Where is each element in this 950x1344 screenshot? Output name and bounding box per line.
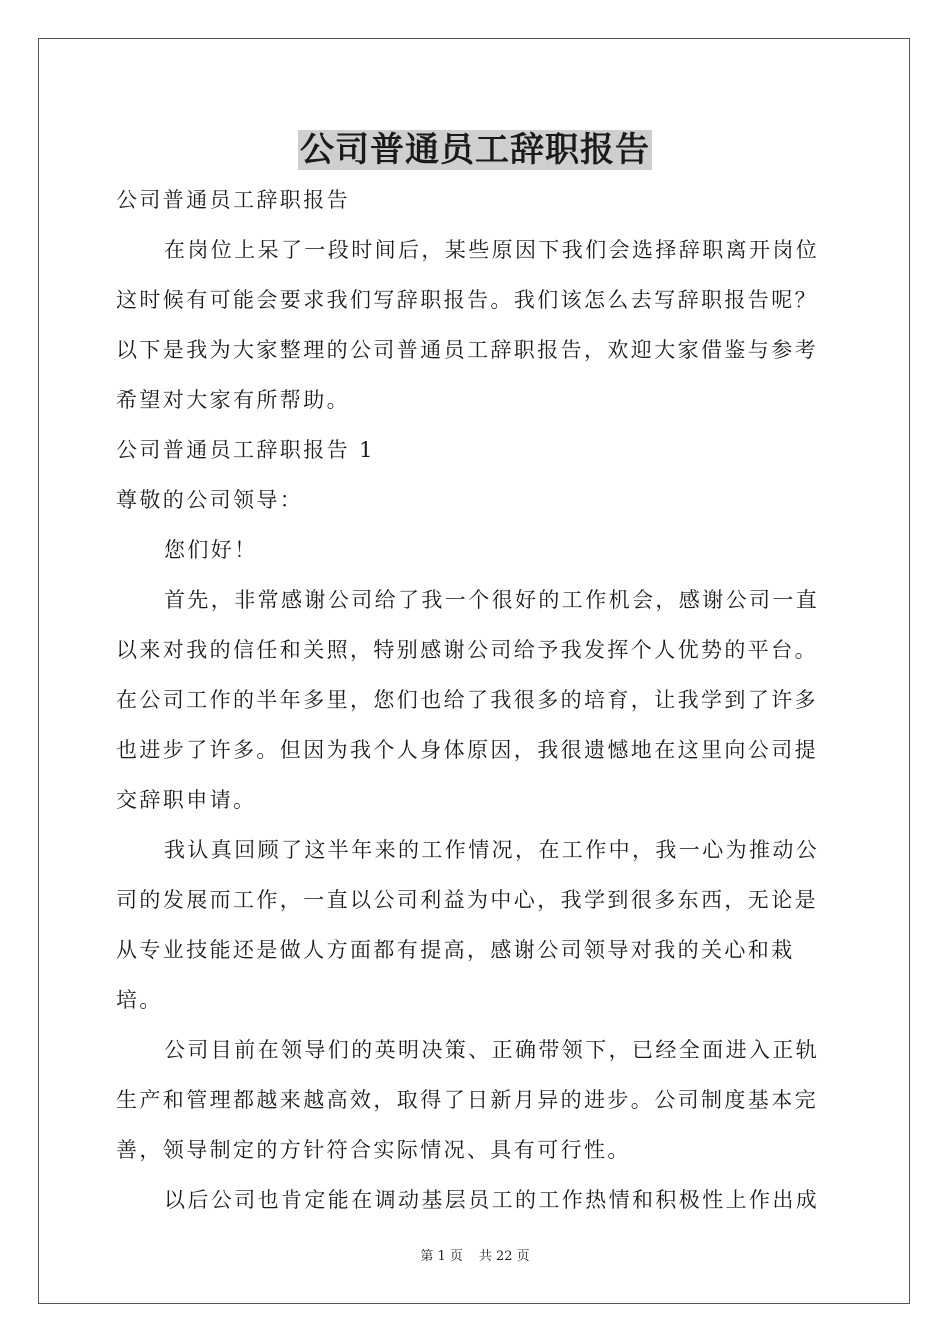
paragraph-section-title: 公司普通员工辞职报告 1 [116,438,375,462]
page-number: 第 1 页 [420,1249,463,1264]
paragraph-body-1: 首先，非常感谢公司给了我一个很好的工作机会，感谢公司一直以来对我的信任和关照，特别感谢公司给予我发挥个人优势的平台。在公司工作的半年多里，您们也给了我很多的培育，让我学到了许多也进步了许多。但因为我个人身体原因，我很遗憾地在这里向公司提交辞职申请。 [116,588,820,812]
paragraph-intro: 在岗位上呆了一段时间后，某些原因下我们会选择辞职离开岗位这时候有可能会要求我们写辞职报告。我们该怎么去写辞职报告呢？以下是我为大家整理的公司普通员工辞职报告，欢迎大家借鉴与参考希望对大家有所帮助。 [116,238,820,412]
page-total: 共 22 页 [478,1249,530,1264]
paragraph-salutation: 尊敬的公司领导： [116,488,304,512]
paragraph-body-2: 我认真回顾了这半年来的工作情况，在工作中，我一心为推动公司的发展而工作，一直以公司利益为中心，我学到很多东西，无论是从专业技能还是做人方面都有提高，感谢公司领导对我的关心和栽培。 [116,838,820,1012]
paragraph-greeting: 您们好！ [164,538,258,562]
paragraph-body-4: 以后公司也肯定能在调动基层员工的工作热情和积极性上作出成 [164,1188,820,1212]
document-title-text: 公司普通员工辞职报告 [300,130,650,170]
document-body [116,175,838,1225]
page-footer [0,1248,950,1266]
document-title [0,126,950,174]
paragraph-body-3: 公司目前在领导们的英明决策、正确带领下，已经全面进入正轨生产和管理都越来越高效，取得了日新月异的进步。公司制度基本完善，领导制定的方针符合实际情况、具有可行性。 [116,1038,820,1162]
paragraph-heading: 公司普通员工辞职报告 [116,188,350,212]
